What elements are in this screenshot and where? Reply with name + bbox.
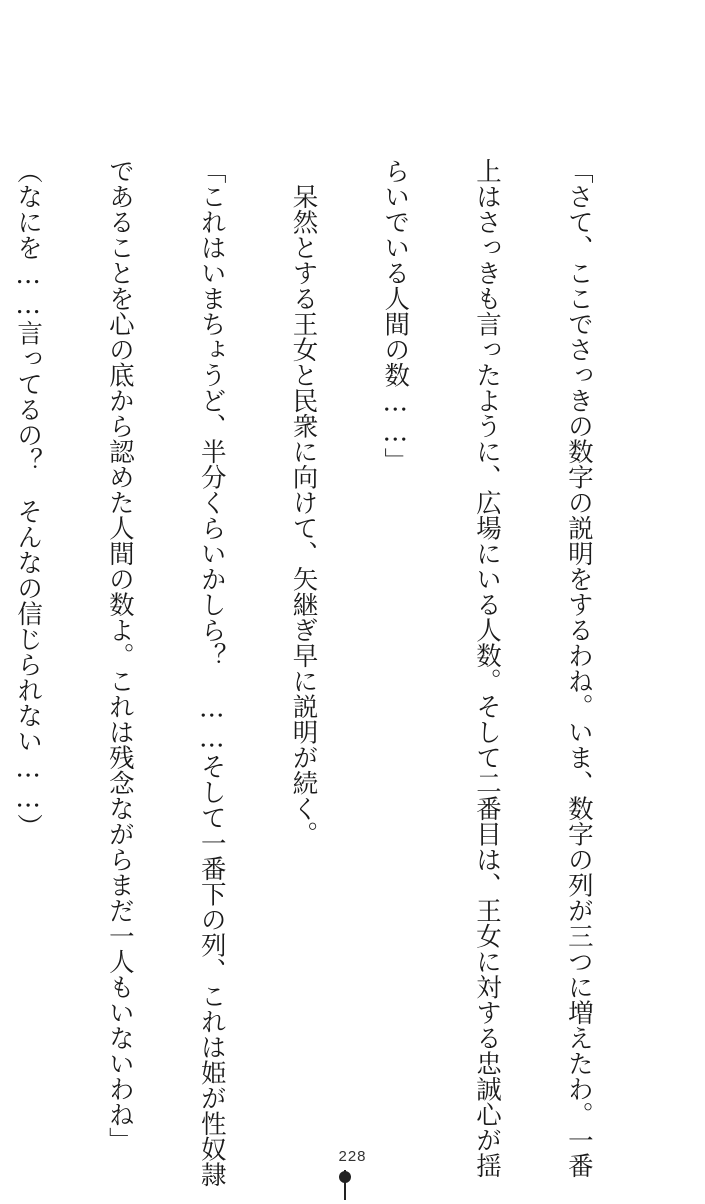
text-line: であることを心の底から認めた人間の数よ。これは残念ながらまだ一人もいないわね」: [104, 158, 135, 1153]
text-line: 上はさっきも言ったように、広場にいる人数。そして二番目は、王女に対する忠誠心が揺: [472, 158, 503, 1178]
text-line: 「これはいまちょうど、半分くらいかしら？ ……そして一番下の列、これは姫が性奴隷: [196, 158, 227, 1187]
text-line: （なにを……言ってるの？ そんなの信じられない……）: [13, 158, 44, 839]
text-line: 「さて、ここでさっきの数字の説明をするわね。いま、数字の列が三つに増えたわ。一番: [563, 158, 594, 1178]
page-number: 228: [338, 1148, 367, 1165]
text-line: らいでいる人間の数……」: [380, 158, 411, 473]
page-marker-dot-icon: [339, 1171, 351, 1183]
text-line: 呆然とする王女と民衆に向けて、矢継ぎ早に説明が続く。: [288, 158, 319, 847]
